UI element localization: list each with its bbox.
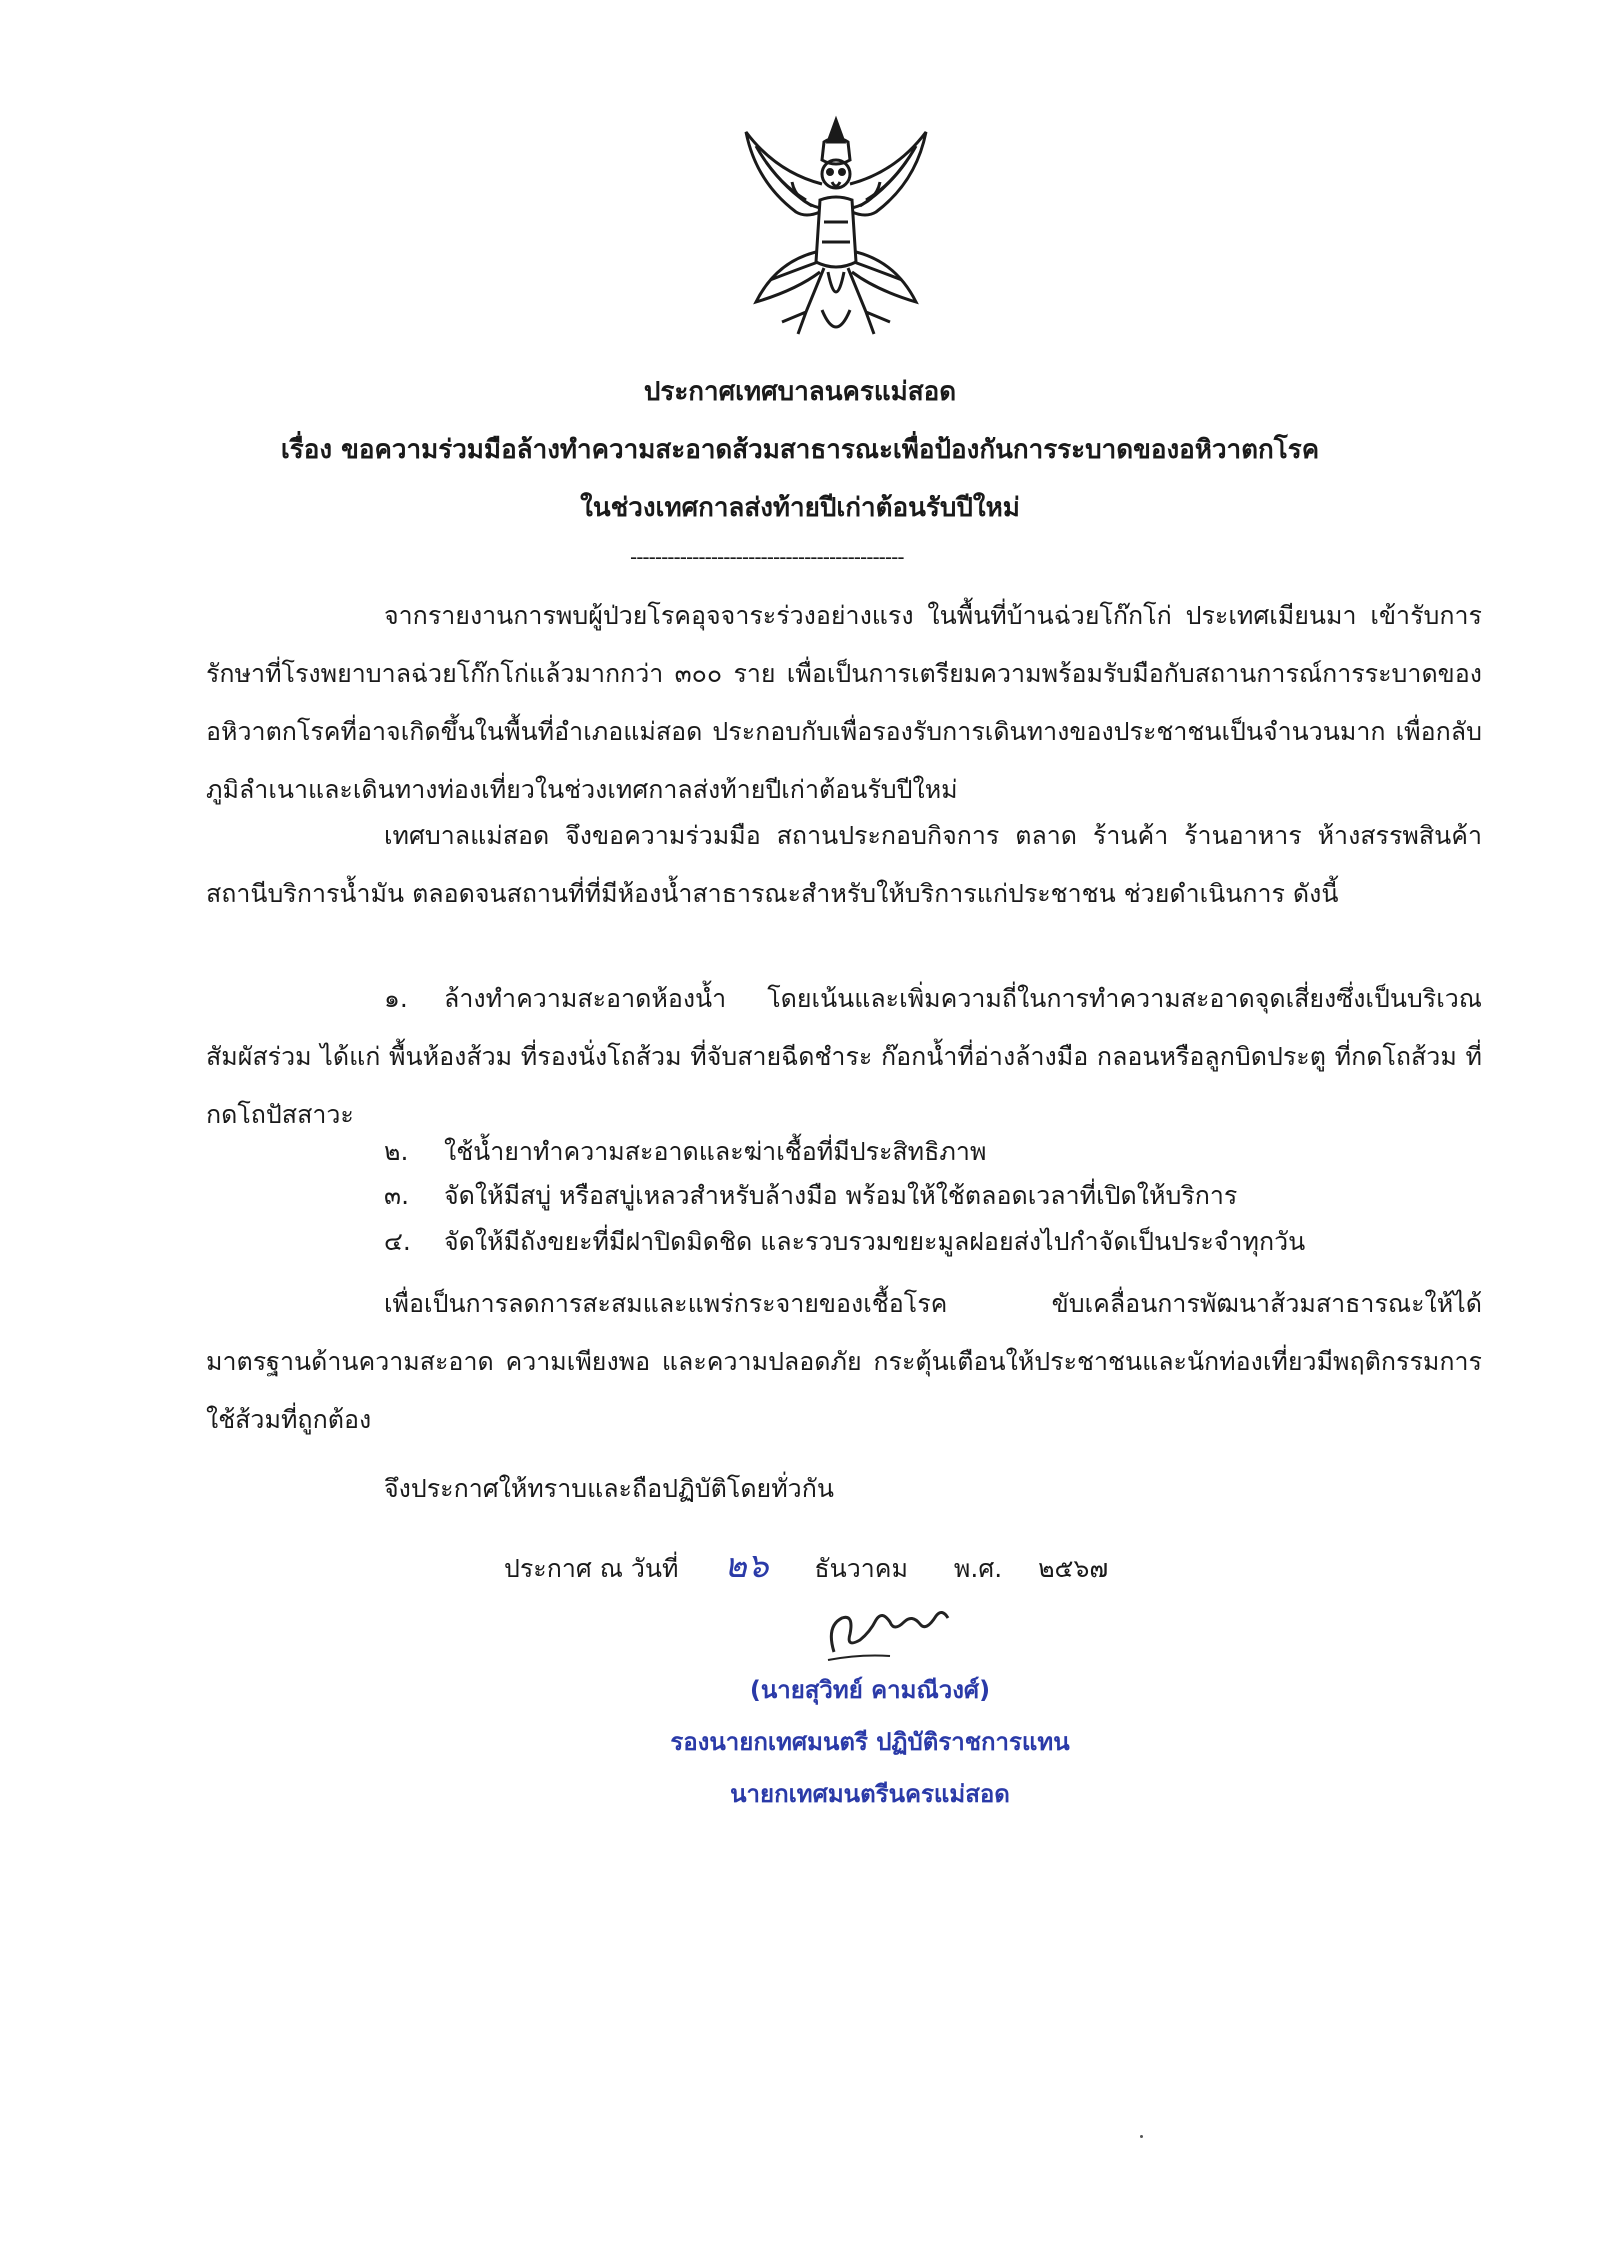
paragraph-purpose bbox=[206, 1275, 1482, 1449]
handwritten-signature bbox=[820, 1596, 960, 1666]
list-item-1 bbox=[206, 970, 1482, 1144]
paragraph-request-text: เทศบาลแม่สอด จึงขอความร่วมมือ สถานประกอบกิจการ ตลาด ร้านค้า ร้านอาหาร ห้างสรรพสินค้า สถานีบริการน้ำมัน ตลอดจนสถานที่ที่มีห้องน้ำสาธารณะสำหรับให้บริการแก่ประชาชน ช่วยดำเนินการ ดังนี้ bbox=[206, 821, 1482, 908]
signatory-position-2: นายกเทศมนตรีนครแม่สอด bbox=[730, 1780, 1010, 1808]
date-year: ๒๕๖๗ bbox=[1038, 1554, 1109, 1583]
date-day-handwritten: ๒๖ bbox=[724, 1546, 769, 1586]
date-era: พ.ศ. bbox=[953, 1554, 1003, 1583]
paragraph-situation-text: จากรายงานการพบผู้ป่วยโรคอุจจาระร่วงอย่างแรง ในพื้นที่บ้านฉ่วยโก๊กโก่ ประเทศเมียนมา เข้ารับการรักษาที่โรงพยาบาลฉ่วยโก๊กโก่แล้วมากกว่า ๓๐๐ ราย เพื่อเป็นการเตรียมความพร้อมรับมือกับสถานการณ์การระบาดของอหิวาตกโรคที่อาจเกิดขึ้นในพื้นที่อำเภอแม่สอด ประกอบกับเพื่อรองรับการเดินทางของประชาชนเป็นจำนวนมาก เพื่อกลับภูมิลำเนาและเดินทางท่องเที่ยวในช่วงเทศกาลส่งท้ายปีเก่าต้อนรับปีใหม่ bbox=[206, 601, 1482, 804]
signatory-position: รองนายกเทศมนตรี ปฏิบัติราชการแทน bbox=[670, 1728, 1070, 1756]
paragraph-request bbox=[206, 807, 1482, 923]
date-prefix: ประกาศ ณ วันที่ bbox=[504, 1554, 679, 1583]
paper-speck bbox=[1140, 2135, 1143, 2138]
list-item-3-text: จัดให้มีสบู่ หรือสบู่เหลวสำหรับล้างมือ พร้อมให้ใช้ตลอดเวลาที่เปิดให้บริการ bbox=[444, 1181, 1238, 1210]
paragraph-purpose-text: เพื่อเป็นการลดการสะสมและแพร่กระจายของเชื้อโรค ขับเคลื่อนการพัฒนาส้วมสาธารณะให้ได้มาตรฐานด้านความสะอาด ความเพียงพอ และความปลอดภัย กระตุ้นเตือนให้ประชาชนและนักท่องเที่ยวมีพฤติกรรมการใช้ส้วมที่ถูกต้อง bbox=[206, 1289, 1482, 1434]
list-item-1-text: ล้างทำความสะอาดห้องน้ำ โดยเน้นและเพิ่มความถี่ในการทำความสะอาดจุดเสี่ยงซึ่งเป็นบริเวณสัมผัสร่วม ได้แก่ พื้นห้องส้วม ที่รองนั่งโถส้วม ที่จับสายฉีดชำระ ก๊อกน้ำที่อ่างล้างมือ กลอนหรือลูกบิดประตู ที่กดโถส้วม ที่กดโถปัสสาวะ bbox=[206, 984, 1482, 1129]
list-item-3-number: ๓. bbox=[384, 1181, 410, 1210]
announcement-date bbox=[504, 1537, 1108, 1598]
garuda-emblem-icon bbox=[736, 112, 936, 352]
announcement-subject: เรื่อง ขอความร่วมมือล้างทำความสะอาดส้วมสาธารณะเพื่อป้องกันการระบาดของอหิวาตกโรค bbox=[280, 435, 1320, 465]
paragraph-situation bbox=[206, 587, 1482, 819]
list-item-1-number: ๑. bbox=[384, 984, 408, 1013]
heading-divider: -------------------------------------------- bbox=[630, 545, 904, 569]
list-item-4-text: จัดให้มีถังขยะที่มีฝาปิดมิดชิด และรวบรวมขยะมูลฝอยส่งไปกำจัดเป็นประจำทุกวัน bbox=[444, 1227, 1306, 1256]
announcement-title: ประกาศเทศบาลนครแม่สอด bbox=[643, 377, 957, 407]
closing-statement: จึงประกาศให้ทราบและถือปฏิบัติโดยทั่วกัน bbox=[384, 1474, 834, 1503]
list-item-4 bbox=[384, 1213, 1484, 1271]
list-item-2-number: ๒. bbox=[384, 1137, 409, 1166]
announcement-subject-line2: ในช่วงเทศกาลส่งท้ายปีเก่าต้อนรับปีใหม่ bbox=[580, 493, 1020, 523]
list-item-4-number: ๔. bbox=[384, 1227, 411, 1256]
date-month: ธันวาคม bbox=[814, 1554, 909, 1583]
signatory-name: (นายสุวิทย์ คามณีวงศ์) bbox=[749, 1676, 991, 1704]
list-item-2-text: ใช้น้ำยาทำความสะอาดและฆ่าเชื้อที่มีประสิทธิภาพ bbox=[444, 1137, 987, 1166]
